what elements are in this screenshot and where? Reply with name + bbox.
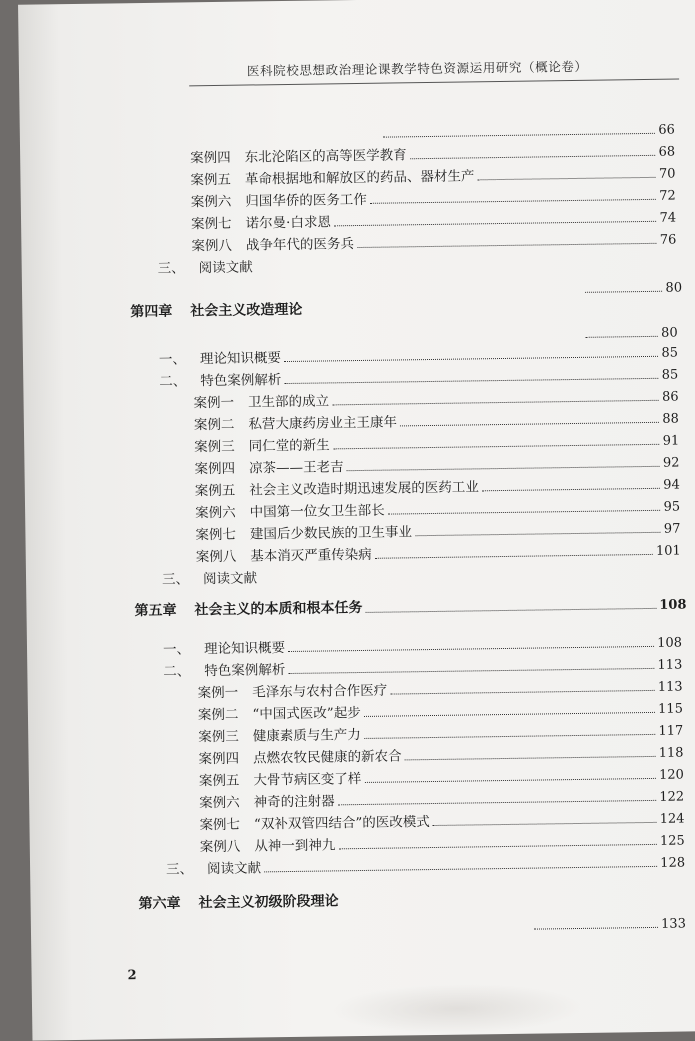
toc-title: 理论知识概要 <box>203 640 286 658</box>
toc-page-number: 86 <box>661 389 679 405</box>
toc-leader-dots <box>364 734 656 739</box>
toc-number: 第五章 <box>134 602 177 620</box>
toc-title: 社会主义的本质和根本任务 <box>194 599 363 619</box>
running-header: 医科院校思想政治理论课教学特色资源运用研究（概论卷） <box>246 58 588 79</box>
toc-leader-dots <box>585 291 662 293</box>
toc-number: 一、 <box>162 641 191 658</box>
toc-leader-dots <box>284 378 658 384</box>
toc-page-number: 117 <box>658 723 684 739</box>
toc-leader-dots <box>364 712 655 717</box>
toc-chapter-row[interactable] <box>134 592 686 620</box>
toc-leader-dots <box>364 778 656 783</box>
toc-page-number: 72 <box>659 188 676 204</box>
toc-page-number: 101 <box>655 543 681 559</box>
toc-number: 案例五 <box>194 482 236 500</box>
toc-title: 神奇的注射器 <box>253 793 335 811</box>
toc-number: 案例四 <box>198 750 240 768</box>
toc-title: 凉茶——王老吉 <box>248 459 344 477</box>
toc-page-number: 80 <box>661 325 678 341</box>
toc-title: 东北沦陷区的高等医学教育 <box>244 147 407 166</box>
scan-shadow <box>332 982 583 1035</box>
toc-leader-dots <box>338 844 657 849</box>
toc-page-number: 128 <box>660 855 686 871</box>
toc-number: 案例六 <box>195 504 236 522</box>
toc-item-row[interactable] <box>380 118 675 142</box>
toc-leader-dots <box>388 510 661 515</box>
toc-leader-dots <box>478 177 656 180</box>
toc-title: 归国华侨的医务工作 <box>245 191 367 210</box>
toc-leader-dots <box>333 444 660 450</box>
toc-title: 基本消灭严重传染病 <box>250 546 372 565</box>
toc-number: 三、 <box>166 861 194 878</box>
toc-page-number: 91 <box>662 433 680 449</box>
book-page <box>18 0 695 1041</box>
toc-title: 从神一到神九 <box>254 837 336 855</box>
toc-leader-dots <box>347 466 660 471</box>
toc-leader-dots <box>405 756 656 761</box>
toc-number: 二、 <box>163 663 191 680</box>
toc-leader-dots <box>334 221 657 227</box>
toc-title: 大骨节病区变了样 <box>253 771 362 789</box>
toc-number: 案例二 <box>197 706 239 724</box>
toc-leader-dots <box>370 199 656 204</box>
toc-number: 案例一 <box>193 394 235 412</box>
toc-title: 阅读文献 <box>207 860 262 878</box>
toc-title: 私营大康药房业主王康年 <box>248 414 398 433</box>
toc-chapter-row[interactable] <box>130 293 682 321</box>
toc-number: 案例四 <box>190 149 231 167</box>
toc-page-number: 108 <box>657 635 683 651</box>
toc-leader-dots <box>586 336 658 338</box>
toc-number: 案例八 <box>195 548 237 566</box>
toc-leader-dots <box>288 646 654 652</box>
toc-number: 案例八 <box>191 237 233 255</box>
toc-item-row[interactable] <box>583 321 678 342</box>
toc-leader-dots <box>338 800 657 805</box>
toc-item-row[interactable] <box>531 911 686 933</box>
toc-title: “双补双管四结合”的医改模式 <box>253 814 430 833</box>
toc-number: 一、 <box>158 351 187 368</box>
toc-title: 卫生部的成立 <box>247 393 330 411</box>
toc-leader-dots <box>375 554 653 559</box>
toc-title: 诺尔曼·白求恩 <box>245 214 332 232</box>
toc-title: 革命根据地和解放区的药品、器材生产 <box>244 168 475 188</box>
toc-page-number: 113 <box>657 679 683 695</box>
toc-title: 社会主义改造理论 <box>190 301 303 320</box>
toc-chapter-row[interactable] <box>138 885 685 913</box>
toc-title: 理论知识概要 <box>199 350 282 368</box>
toc-number: 案例二 <box>193 416 235 434</box>
toc-number: 案例四 <box>194 460 236 478</box>
toc-title: 同仁堂的新生 <box>248 437 330 455</box>
toc-leader-dots <box>284 356 658 362</box>
toc-number: 案例七 <box>195 526 237 544</box>
toc-leader-dots <box>383 133 655 138</box>
toc-page-number: 80 <box>665 280 683 296</box>
toc-page-number: 95 <box>663 499 681 515</box>
toc-title: 特色案例解析 <box>204 662 286 680</box>
toc-leader-dots <box>390 690 655 695</box>
toc-leader-dots <box>357 243 657 248</box>
toc-page-number: 68 <box>658 144 676 160</box>
toc-number: 案例六 <box>199 794 240 812</box>
toc-leader-dots <box>400 422 659 427</box>
toc-page-number: 133 <box>661 916 687 932</box>
toc-title: 点燃农牧民健康的新农合 <box>252 748 402 767</box>
toc-title: 战争年代的医务兵 <box>245 236 355 254</box>
toc-leader-dots <box>415 532 661 536</box>
toc-page-number: 74 <box>659 210 677 226</box>
header-rule <box>189 79 679 87</box>
toc-leader-dots <box>433 822 657 826</box>
toc-leader-dots <box>332 400 659 406</box>
toc-number: 案例五 <box>198 772 240 790</box>
toc-number: 案例八 <box>199 838 241 856</box>
toc-page-number: 66 <box>658 122 675 138</box>
toc-number: 三、 <box>161 571 190 588</box>
toc-leader-dots <box>264 866 657 872</box>
toc-page-number: 120 <box>658 767 684 783</box>
toc-page-number: 125 <box>659 833 685 849</box>
toc-number: 案例七 <box>199 816 241 834</box>
toc-number: 第四章 <box>130 303 173 321</box>
toc-page-number: 113 <box>657 657 683 673</box>
toc-page-number: 85 <box>661 345 679 361</box>
toc-page-number: 70 <box>658 166 676 182</box>
toc-number: 二、 <box>159 373 187 390</box>
toc-page-number: 76 <box>659 232 677 248</box>
toc-page-number: 108 <box>659 597 687 613</box>
toc-page-number: 97 <box>663 521 681 537</box>
toc-number: 三、 <box>157 260 185 277</box>
toc-page-number: 94 <box>663 477 680 493</box>
toc-leader-dots <box>410 155 656 159</box>
toc-title: 阅读文献 <box>202 570 258 588</box>
toc-number: 案例三 <box>194 438 235 456</box>
toc-page-number: 92 <box>662 455 680 471</box>
toc-number: 案例六 <box>190 193 232 211</box>
toc-page-number: 124 <box>659 811 685 827</box>
toc-title: 毛泽东与农村合作医疗 <box>252 682 388 701</box>
toc-title: “中国式医改”起步 <box>252 705 361 723</box>
toc-title: 社会主义初级阶段理论 <box>198 893 339 912</box>
toc-number: 案例七 <box>191 215 232 233</box>
toc-page-number: 118 <box>658 745 684 761</box>
toc-title: 阅读文献 <box>198 259 253 277</box>
toc-title: 健康素质与生产力 <box>252 727 361 745</box>
toc-title: 中国第一位女卫生部长 <box>249 502 385 521</box>
toc-page-number: 115 <box>658 701 684 717</box>
toc-leader-dots <box>534 927 658 930</box>
toc-page-number: 88 <box>662 411 679 427</box>
toc-leader-dots <box>482 488 660 491</box>
toc-page-number: 85 <box>661 367 679 383</box>
toc-number: 案例五 <box>190 171 232 189</box>
toc-title: 特色案例解析 <box>200 372 282 390</box>
toc-number: 案例三 <box>198 728 239 746</box>
toc-title: 社会主义改造时期迅速发展的医药工业 <box>249 479 479 499</box>
toc-page-number: 122 <box>659 789 685 805</box>
toc-leader-dots <box>366 608 657 613</box>
toc-number: 第六章 <box>138 895 181 913</box>
toc-leader-dots <box>288 668 654 674</box>
toc-title: 建国后少数民族的卫生事业 <box>249 524 413 543</box>
toc-number: 案例一 <box>197 684 239 702</box>
page-number: 2 <box>127 968 137 984</box>
